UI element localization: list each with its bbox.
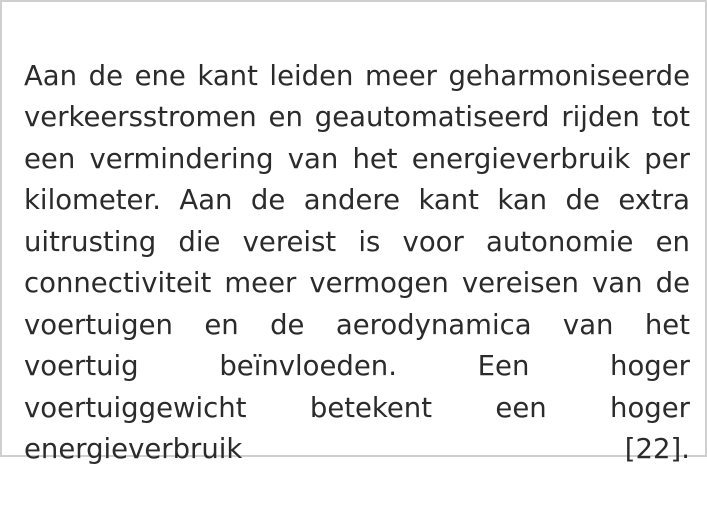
- paragraph-text: Aan de ene kant leiden meer geharmoniseerde verkeersstromen en geautomatiseerd rijden tot een vermindering van het energieverbruik per kilometer. Aan de andere kant kan de extra uitrusting die vereist is voor autonomie en connectiviteit meer vermogen vereisen van de voertuigen en de aerodynamica van het voertuig beïnvloeden. Een hoger voertuiggewicht betekent een hoger energieverbruik [22].: [24, 56, 690, 512]
